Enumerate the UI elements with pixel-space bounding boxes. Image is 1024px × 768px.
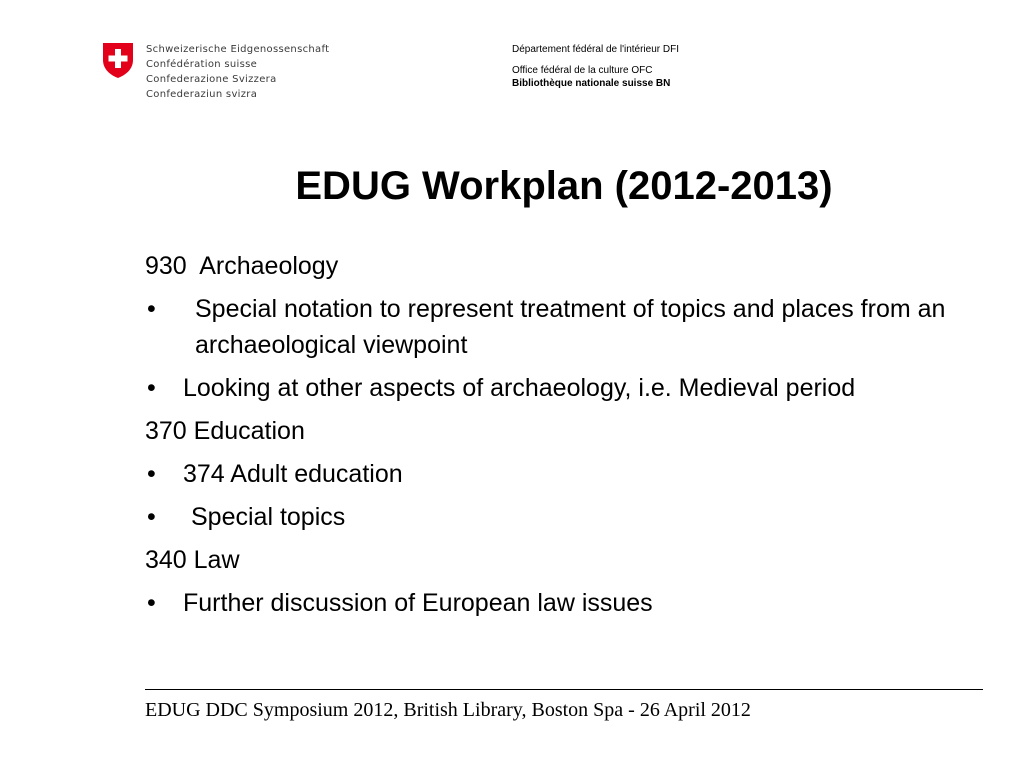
bullet-text: Special notation to represent treatment of topics and places from an archaeological viewpoint — [195, 295, 946, 359]
confederation-name-rm: Confederaziun svizra — [146, 89, 258, 100]
department-block — [512, 43, 679, 90]
footer-text: EDUG DDC Symposium 2012, British Library, Boston Spa - 26 April 2012 — [145, 699, 751, 721]
department-name: Département fédéral de l'intérieur DFI — [512, 44, 679, 55]
confederation-name-fr: Confédération suisse — [146, 59, 258, 70]
confederation-name-de: Schweizerische Eidgenossenschaft — [146, 44, 330, 55]
swiss-cross-shield-icon — [102, 42, 134, 79]
list-item — [145, 370, 995, 406]
list-item — [145, 456, 995, 492]
section-number: 930 — [145, 252, 187, 280]
bullet-text: Special topics — [191, 503, 346, 531]
list-item — [145, 291, 995, 363]
bullet-icon: • — [147, 589, 156, 617]
bullet-icon: • — [147, 295, 156, 323]
bullet-text: Further discussion of European law issues — [183, 589, 653, 617]
bullet-text: Looking at other aspects of archaeology, i.e. Medieval period — [183, 374, 856, 402]
confederation-logo — [102, 42, 329, 102]
list-item — [145, 499, 995, 535]
slide-title: EDUG Workplan (2012-2013) — [295, 164, 833, 208]
section-heading-archaeology — [145, 248, 995, 284]
confederation-names — [146, 42, 329, 102]
footer-divider — [145, 689, 983, 690]
library-name: Bibliothèque nationale suisse BN — [512, 78, 671, 89]
bullet-icon: • — [147, 374, 156, 402]
slide-content — [145, 248, 995, 628]
confederation-name-it: Confederazione Svizzera — [146, 74, 277, 85]
bullet-text: 374 Adult education — [183, 460, 403, 488]
section-label: Archaeology — [199, 252, 339, 280]
bullet-icon: • — [147, 460, 156, 488]
section-heading-education: 370 Education — [145, 417, 305, 445]
office-name: Office fédéral de la culture OFC — [512, 65, 653, 76]
list-item — [145, 585, 995, 621]
bullet-icon: • — [147, 503, 156, 531]
section-heading-law: 340 Law — [145, 546, 240, 574]
